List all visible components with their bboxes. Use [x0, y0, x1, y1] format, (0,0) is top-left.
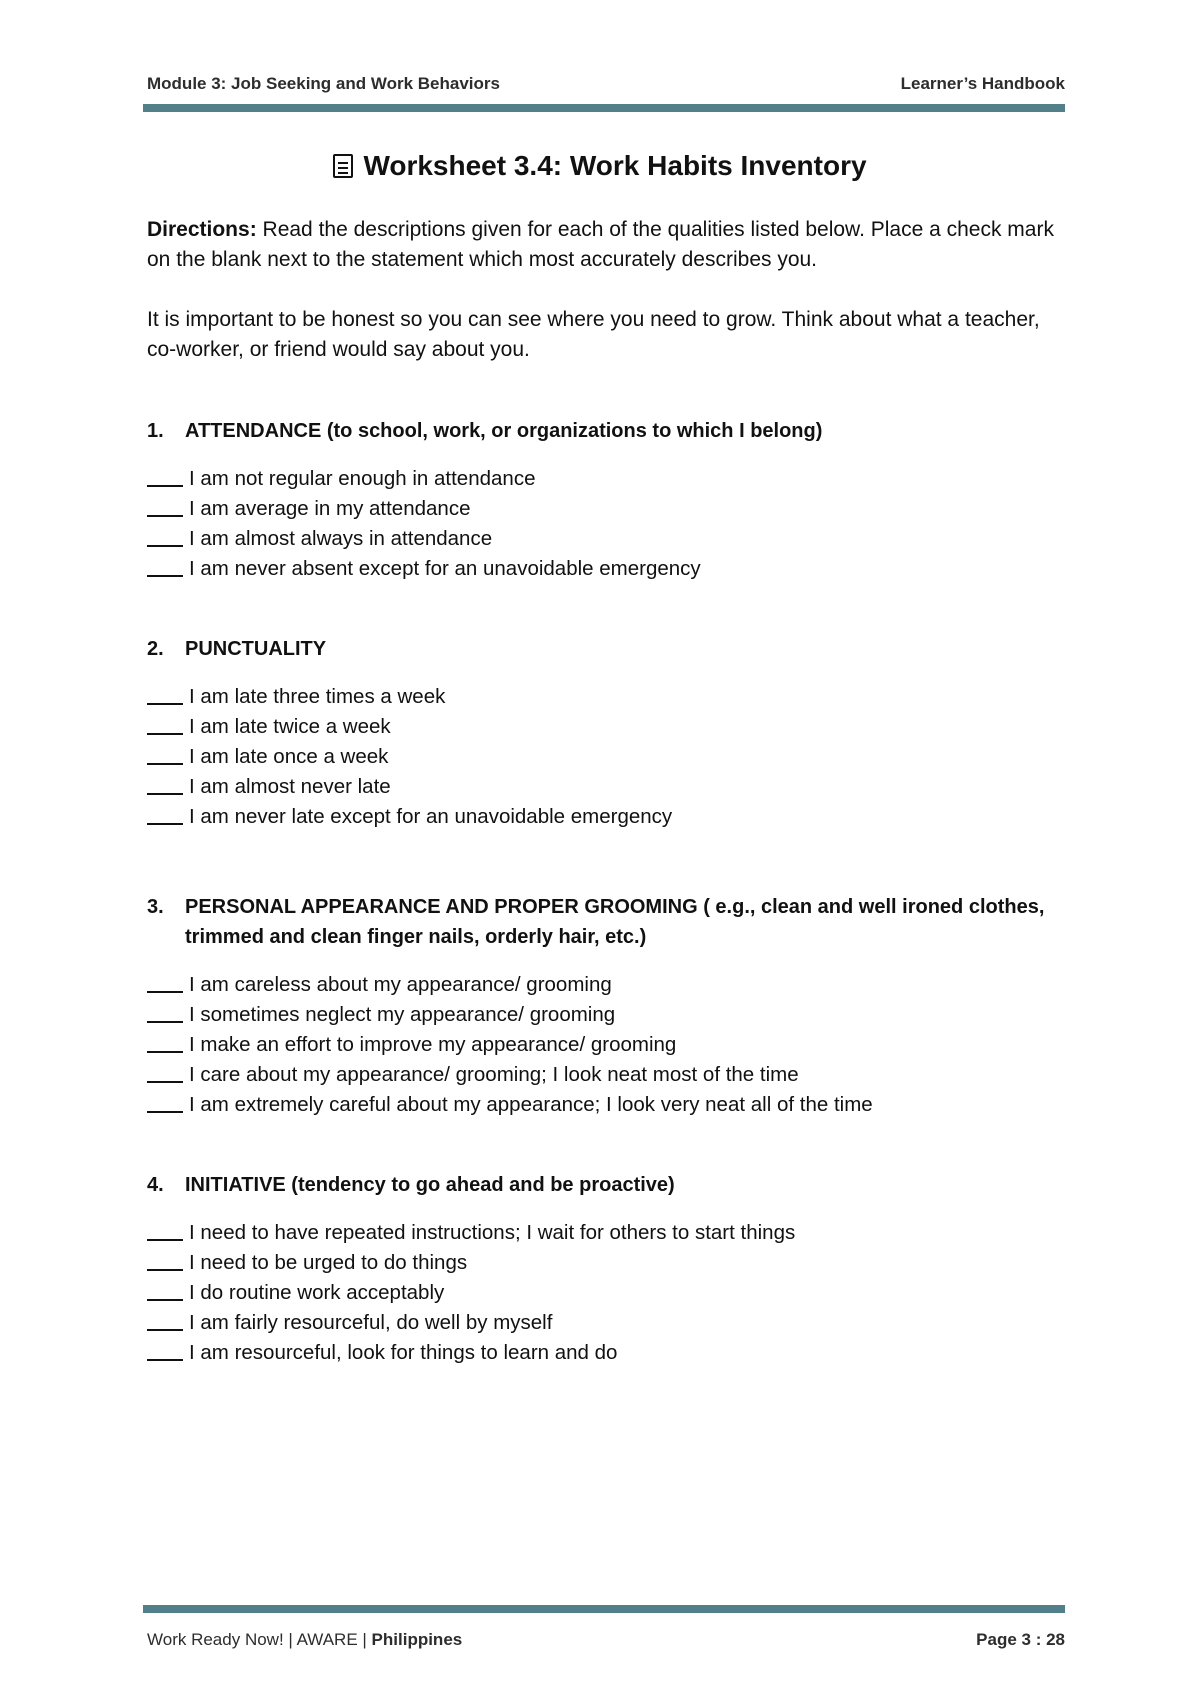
- footer-country: Philippines: [371, 1630, 463, 1649]
- section-number: 1.: [147, 420, 164, 442]
- honesty-note: It is important to be honest so you can see where you need to grow. Think about what a teacher, co-worker, or friend would say about you.: [147, 308, 1040, 361]
- option-text: I care about my appearance/ grooming; I look neat most of the time: [189, 1063, 799, 1086]
- section-title: INITIATIVE (tendency to go ahead and be proactive): [185, 1174, 675, 1196]
- section-heading: [147, 1170, 1067, 1200]
- option-list: [147, 682, 1067, 832]
- section-title: PUNCTUALITY: [185, 638, 327, 660]
- check-blank[interactable]: [147, 973, 183, 993]
- option-text: I am not regular enough in attendance: [189, 467, 536, 490]
- option-text: I am never absent except for an unavoidable emergency: [189, 557, 701, 580]
- check-blank[interactable]: [147, 1003, 183, 1023]
- option-text: I need to be urged to do things: [189, 1251, 468, 1274]
- option-item: [147, 682, 1067, 712]
- section-heading: [147, 634, 1067, 664]
- check-blank[interactable]: [147, 685, 183, 705]
- option-item: [147, 1090, 1067, 1120]
- option-item: [147, 742, 1067, 772]
- page-footer: [145, 1630, 1065, 1654]
- option-text: I am almost always in attendance: [189, 527, 493, 550]
- option-item: [147, 464, 1067, 494]
- check-blank[interactable]: [147, 1221, 183, 1241]
- check-blank[interactable]: [147, 1093, 183, 1113]
- check-blank[interactable]: [147, 715, 183, 735]
- option-text: I am careless about my appearance/ grooming: [189, 973, 612, 996]
- check-blank[interactable]: [147, 1341, 183, 1361]
- directions-label: Directions:: [147, 218, 257, 241]
- check-blank[interactable]: [147, 557, 183, 577]
- footer-rule: [143, 1605, 1065, 1613]
- option-item: [147, 524, 1067, 554]
- option-item: [147, 712, 1067, 742]
- option-text: I am extremely careful about my appearance; I look very neat all of the time: [189, 1093, 873, 1116]
- option-text: I sometimes neglect my appearance/ grooming: [189, 1003, 616, 1026]
- worksheet-title: [0, 150, 1200, 182]
- check-blank[interactable]: [147, 1311, 183, 1331]
- section-initiative: [147, 1170, 1067, 1368]
- check-blank[interactable]: [147, 1281, 183, 1301]
- page-number: Page 3 : 28: [976, 1630, 1065, 1649]
- check-blank[interactable]: [147, 1033, 183, 1053]
- check-blank[interactable]: [147, 1063, 183, 1083]
- option-text: I am resourceful, look for things to learn and do: [189, 1341, 618, 1364]
- option-list: [147, 970, 1067, 1120]
- footer-publication-text: Work Ready Now! | AWARE |: [147, 1630, 372, 1649]
- section-number: 4.: [147, 1174, 164, 1196]
- check-blank[interactable]: [147, 745, 183, 765]
- option-text: I am fairly resourceful, do well by myself: [189, 1311, 553, 1334]
- header-rule: [143, 104, 1065, 112]
- document-icon: [333, 154, 353, 178]
- section-heading: [147, 416, 1067, 446]
- option-text: I need to have repeated instructions; I wait for others to start things: [189, 1221, 796, 1244]
- option-item: [147, 554, 1067, 584]
- check-blank[interactable]: [147, 805, 183, 825]
- check-blank[interactable]: [147, 775, 183, 795]
- header-handbook-title: Learner’s Handbook: [900, 74, 1065, 93]
- check-blank[interactable]: [147, 497, 183, 517]
- section-attendance: [147, 416, 1067, 584]
- section-personal-appearance: [147, 892, 1067, 1120]
- option-text: I make an effort to improve my appearance/ grooming: [189, 1033, 677, 1056]
- footer-publication: [147, 1630, 462, 1650]
- option-item: [147, 1308, 1067, 1338]
- option-item: [147, 1060, 1067, 1090]
- option-text: I do routine work acceptably: [189, 1281, 445, 1304]
- option-text: I am late once a week: [189, 745, 389, 768]
- option-item: [147, 1338, 1067, 1368]
- page-header: [145, 72, 1065, 96]
- option-text: I am late twice a week: [189, 715, 391, 738]
- header-module-title: Module 3: Job Seeking and Work Behaviors: [147, 74, 500, 93]
- section-punctuality: [147, 634, 1067, 832]
- option-item: [147, 1218, 1067, 1248]
- option-text: I am never late except for an unavoidable emergency: [189, 805, 673, 828]
- option-item: [147, 1248, 1067, 1278]
- option-item: [147, 772, 1067, 802]
- option-item: [147, 1000, 1067, 1030]
- section-number: 3.: [147, 896, 164, 918]
- option-list: [147, 464, 1067, 584]
- check-blank[interactable]: [147, 467, 183, 487]
- option-text: I am almost never late: [189, 775, 391, 798]
- option-item: [147, 494, 1067, 524]
- option-item: [147, 1278, 1067, 1308]
- section-title: ATTENDANCE (to school, work, or organizations to which I belong): [185, 420, 823, 442]
- option-item: [147, 970, 1067, 1000]
- option-item: [147, 802, 1067, 832]
- option-list: [147, 1218, 1067, 1368]
- check-blank[interactable]: [147, 527, 183, 547]
- directions-paragraph: [147, 215, 1067, 275]
- directions-text: Read the descriptions given for each of the qualities listed below. Place a check mark on the blank next to the statement which most accurately describes you.: [147, 218, 1054, 271]
- section-number: 2.: [147, 638, 164, 660]
- worksheet-title-text: Worksheet 3.4: Work Habits Inventory: [363, 150, 867, 181]
- option-text: I am late three times a week: [189, 685, 446, 708]
- section-heading: [147, 892, 1067, 952]
- section-title: PERSONAL APPEARANCE AND PROPER GROOMING ( e.g., clean and well ironed clothes, trimmed and clean finger nails, orderly hair, etc.): [185, 896, 1045, 948]
- check-blank[interactable]: [147, 1251, 183, 1271]
- option-text: I am average in my attendance: [189, 497, 471, 520]
- option-item: [147, 1030, 1067, 1060]
